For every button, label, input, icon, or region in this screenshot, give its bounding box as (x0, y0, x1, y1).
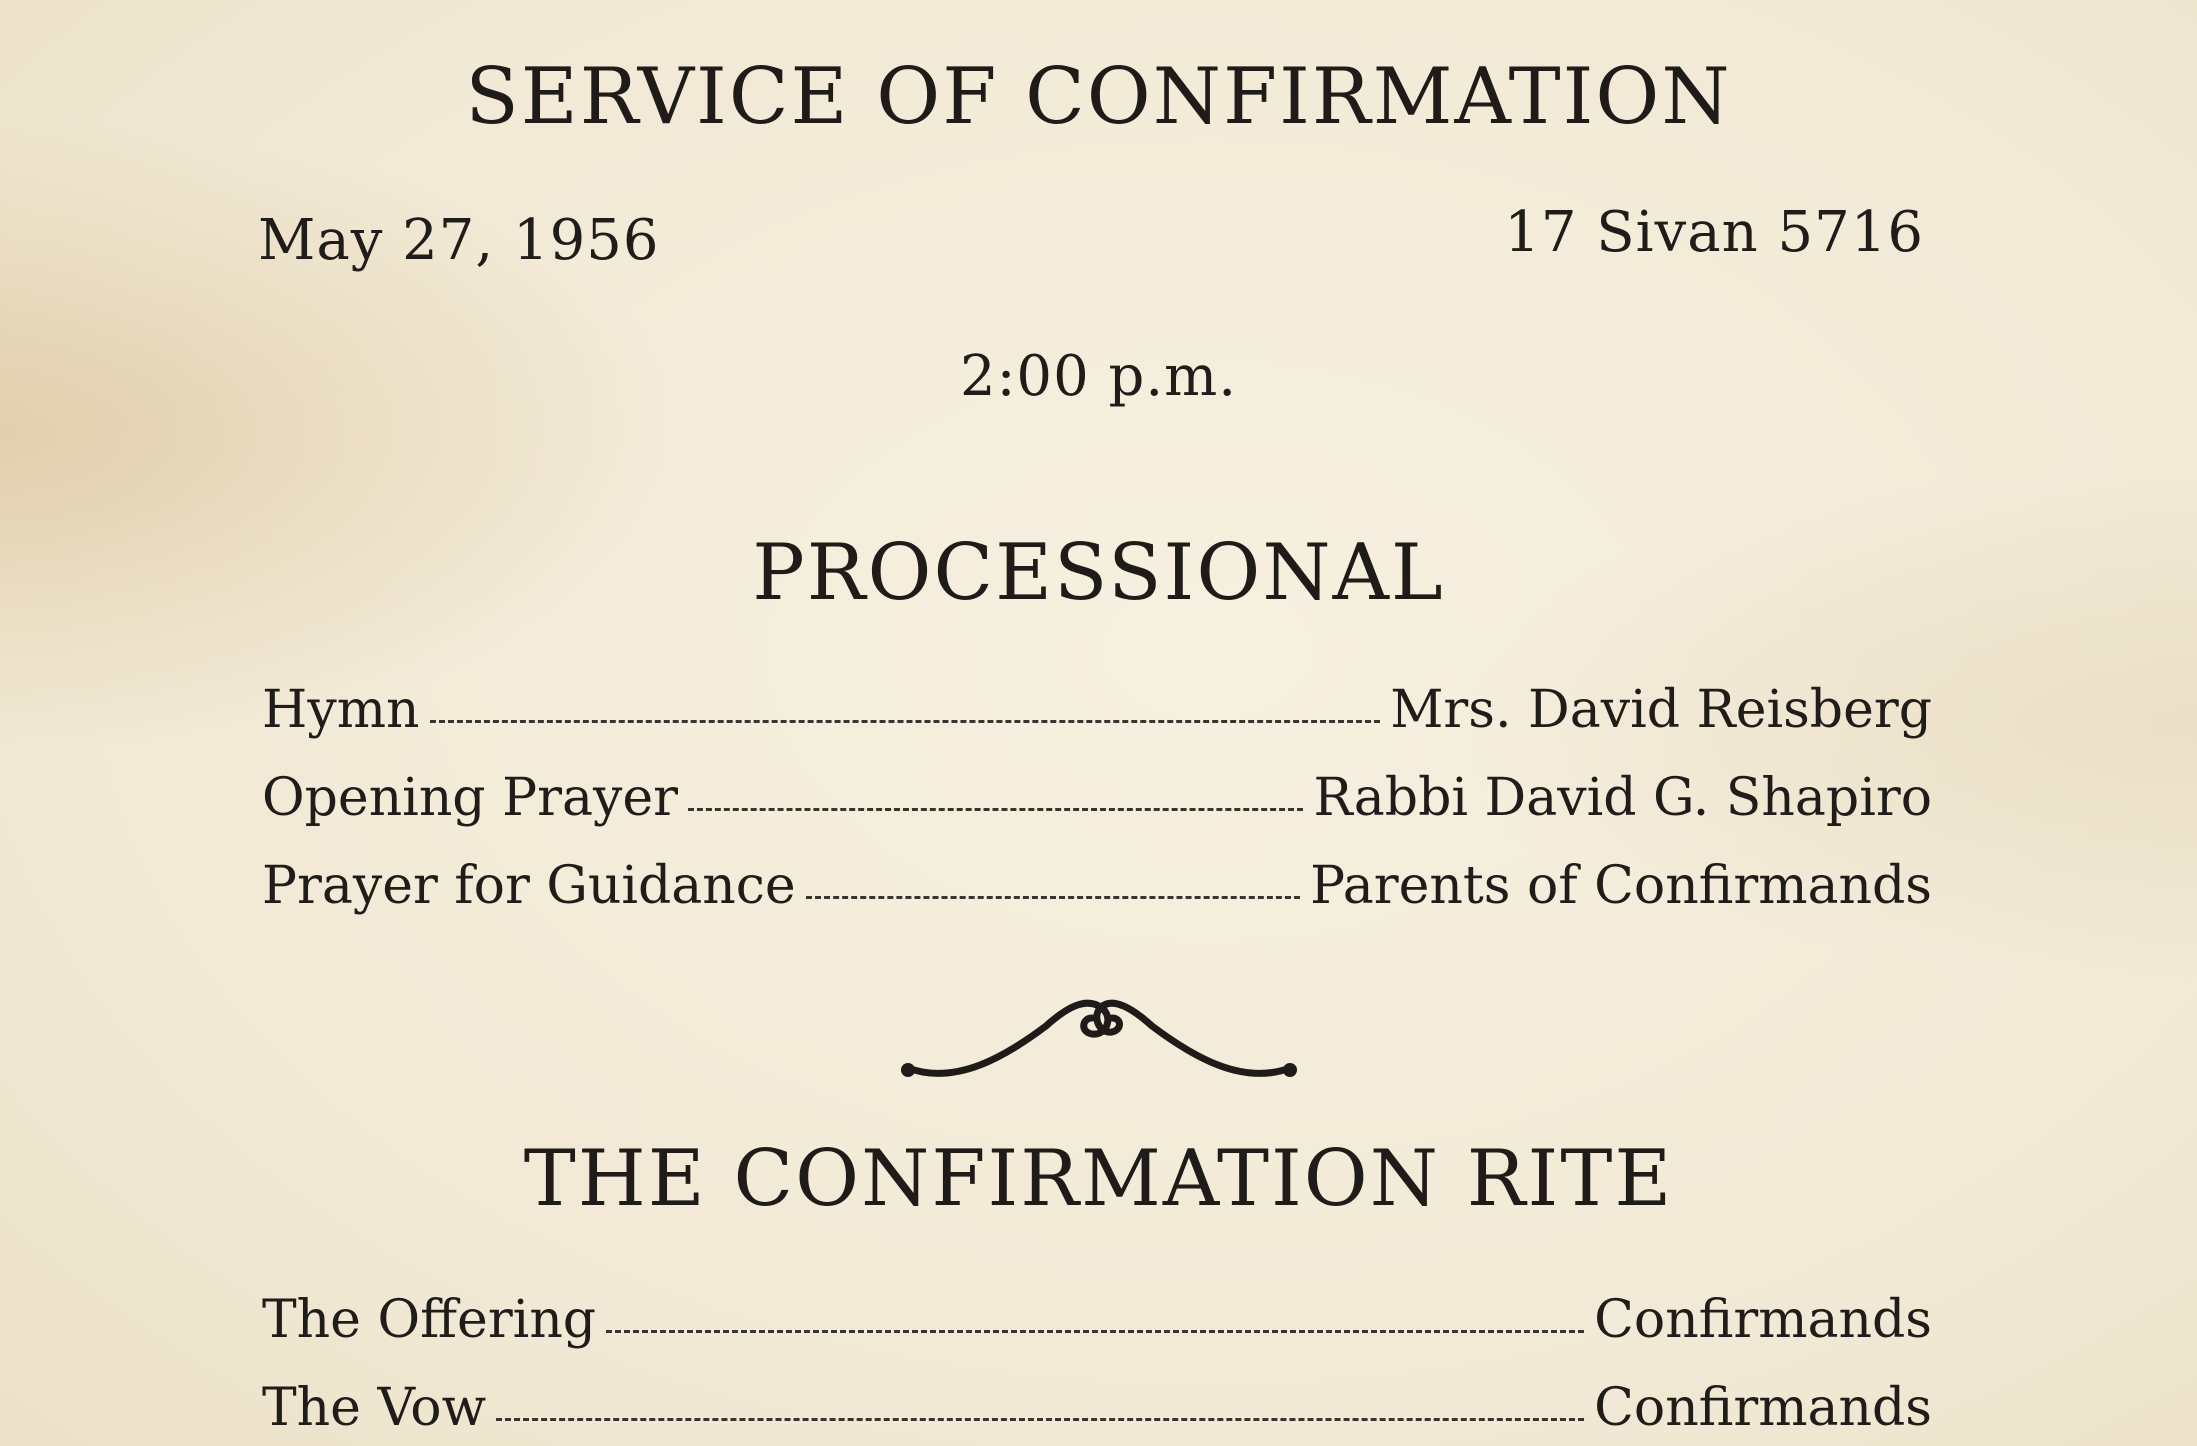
program-item-title: The Vow (262, 1378, 487, 1438)
program-item-performer: Confirmands (1594, 1378, 1932, 1438)
program-item (262, 1378, 1932, 1438)
dot-leader (806, 896, 1300, 899)
program-item-title: Prayer for Guidance (262, 856, 796, 916)
program-item (262, 768, 1932, 828)
section-heading-confirmation-rite: THE CONFIRMATION RITE (523, 1134, 1674, 1224)
dot-leader (688, 808, 1303, 811)
program-item (262, 856, 1932, 916)
section-heading-processional: PROCESSIONAL (752, 528, 1445, 618)
program-item (262, 680, 1932, 740)
page-title: SERVICE OF CONFIRMATION (465, 52, 1732, 142)
program-item-title: Opening Prayer (262, 768, 678, 828)
dot-leader (606, 1330, 1584, 1333)
program-item-title: The Offering (262, 1290, 597, 1350)
hebrew-date: 17 Sivan 5716 (1504, 200, 1924, 265)
program-item-performer: Confirmands (1594, 1290, 1932, 1350)
program-item (262, 1290, 1932, 1350)
gregorian-date: May 27, 1956 (258, 208, 660, 273)
program-item-performer: Rabbi David G. Shapiro (1313, 768, 1932, 828)
dot-leader (430, 720, 1381, 723)
service-time: 2:00 p.m. (959, 344, 1238, 409)
program-item-title: Hymn (262, 680, 420, 740)
dot-leader (496, 1418, 1584, 1421)
program-item-performer: Parents of Confirmands (1310, 856, 1932, 916)
scroll-flourish-icon (896, 986, 1302, 1096)
program-item-performer: Mrs. David Reisberg (1390, 680, 1932, 740)
